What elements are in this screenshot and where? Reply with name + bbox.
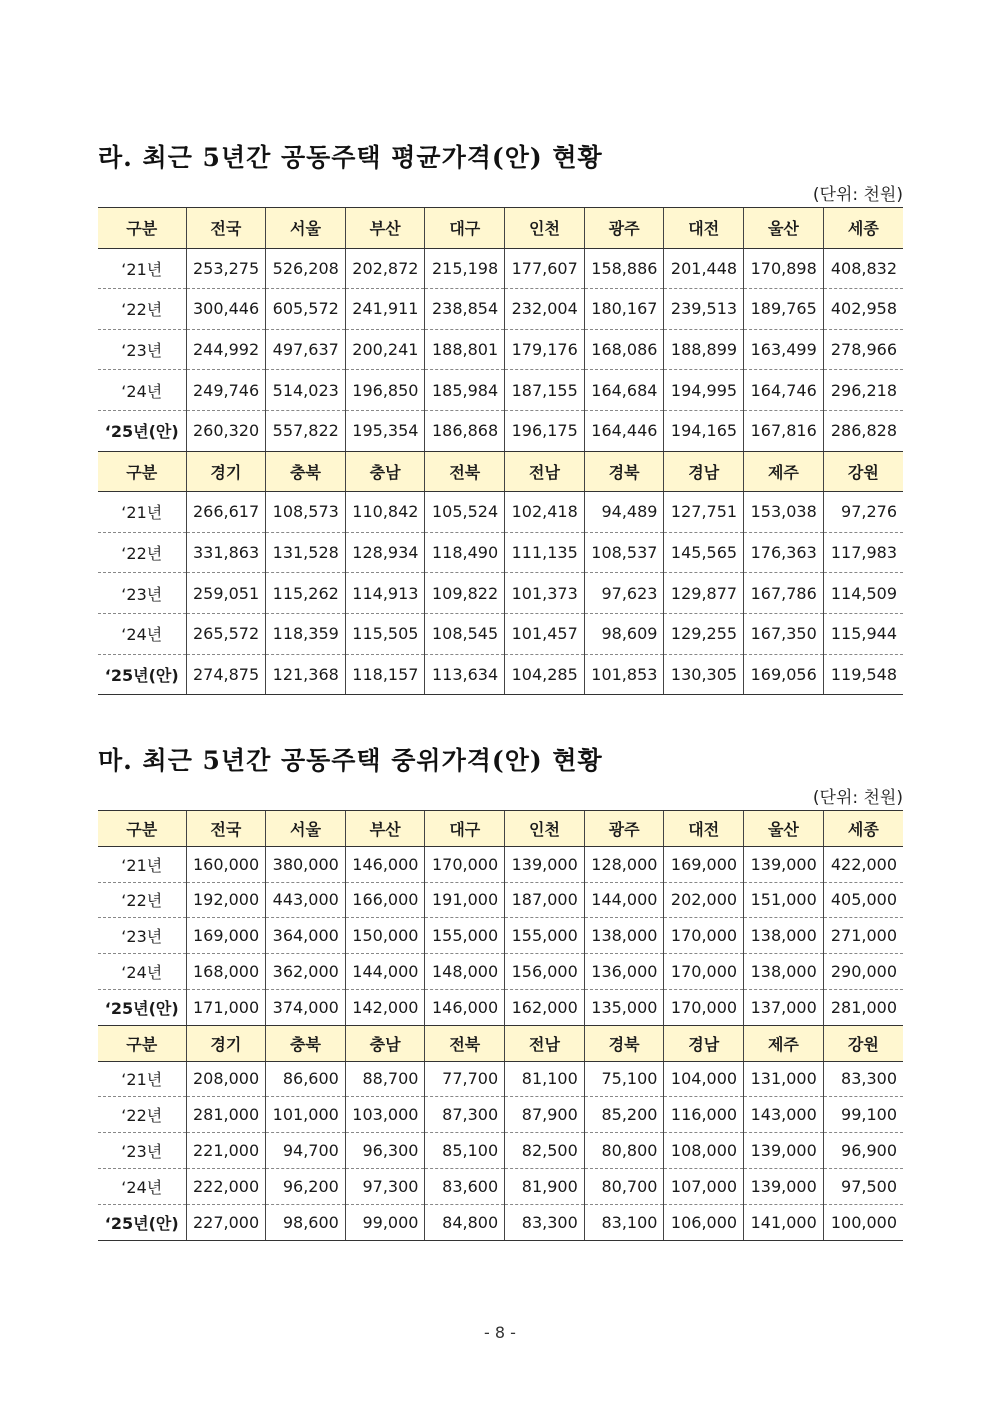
price-cell: 138,000 (584, 918, 664, 954)
year-cell: ‘22년 (98, 882, 186, 918)
header-cell-region: 경남 (664, 451, 744, 492)
header-cell-region: 경북 (584, 1025, 664, 1061)
price-cell: 186,868 (425, 410, 505, 451)
header-cell-category: 구분 (98, 208, 186, 249)
price-cell: 87,300 (425, 1097, 505, 1133)
price-cell: 121,368 (266, 654, 346, 695)
price-cell: 101,000 (266, 1097, 346, 1133)
price-cell: 94,700 (266, 1133, 346, 1169)
header-cell-region: 대전 (664, 811, 744, 847)
header-cell-region: 인천 (505, 811, 585, 847)
section-title-average: 라. 최근 5년간 공동주택 평균가격(안) 현황 (98, 143, 603, 172)
price-cell: 128,934 (345, 532, 425, 573)
price-cell: 144,000 (584, 882, 664, 918)
header-cell-region: 울산 (744, 208, 824, 249)
price-cell: 163,499 (744, 329, 824, 370)
year-cell: ‘24년 (98, 370, 186, 411)
price-cell: 104,285 (505, 654, 585, 695)
table-row (98, 654, 903, 695)
header-cell-region: 경남 (664, 1025, 744, 1061)
header-cell-region: 세종 (823, 811, 903, 847)
price-cell: 191,000 (425, 882, 505, 918)
price-cell: 286,828 (823, 410, 903, 451)
price-cell: 164,446 (584, 410, 664, 451)
price-cell: 200,241 (345, 329, 425, 370)
price-cell: 130,305 (664, 654, 744, 695)
table-header-row (98, 811, 903, 847)
price-cell: 160,000 (186, 846, 266, 882)
header-cell-region: 서울 (266, 811, 346, 847)
price-cell: 81,900 (505, 1168, 585, 1204)
price-cell: 135,000 (584, 989, 664, 1025)
price-cell: 118,359 (266, 613, 346, 654)
price-cell: 97,500 (823, 1168, 903, 1204)
price-cell: 99,000 (345, 1204, 425, 1240)
price-cell: 259,051 (186, 573, 266, 614)
header-cell-region: 인천 (505, 208, 585, 249)
price-cell: 374,000 (266, 989, 346, 1025)
price-cell: 141,000 (744, 1204, 824, 1240)
price-cell: 169,056 (744, 654, 824, 695)
price-cell: 232,004 (505, 289, 585, 330)
header-cell-region: 제주 (744, 1025, 824, 1061)
page-number: - 8 - (484, 1323, 516, 1342)
price-cell: 86,600 (266, 1061, 346, 1097)
header-cell-region: 전북 (425, 451, 505, 492)
table-row (98, 532, 903, 573)
price-cell: 108,000 (664, 1133, 744, 1169)
price-cell: 97,623 (584, 573, 664, 614)
price-cell: 179,176 (505, 329, 585, 370)
price-cell: 605,572 (266, 289, 346, 330)
price-cell: 274,875 (186, 654, 266, 695)
section-title-median: 마. 최근 5년간 공동주택 중위가격(안) 현황 (98, 746, 603, 775)
price-cell: 155,000 (505, 918, 585, 954)
header-cell-region: 경북 (584, 451, 664, 492)
price-cell: 188,899 (664, 329, 744, 370)
year-cell: ‘23년 (98, 573, 186, 614)
price-cell: 97,276 (823, 492, 903, 533)
price-cell: 176,363 (744, 532, 824, 573)
price-cell: 202,000 (664, 882, 744, 918)
price-cell: 300,446 (186, 289, 266, 330)
price-cell: 84,800 (425, 1204, 505, 1240)
price-cell: 221,000 (186, 1133, 266, 1169)
price-cell: 167,350 (744, 613, 824, 654)
price-cell: 80,800 (584, 1133, 664, 1169)
price-cell: 115,944 (823, 613, 903, 654)
price-cell: 168,000 (186, 954, 266, 990)
table-row (98, 1204, 903, 1240)
header-cell-region: 부산 (345, 811, 425, 847)
table-row (98, 989, 903, 1025)
header-cell-region: 광주 (584, 811, 664, 847)
year-cell: ‘25년(안) (98, 989, 186, 1025)
price-cell: 146,000 (425, 989, 505, 1025)
table-row (98, 846, 903, 882)
price-cell: 227,000 (186, 1204, 266, 1240)
header-cell-region: 충남 (345, 1025, 425, 1061)
price-cell: 156,000 (505, 954, 585, 990)
price-cell: 405,000 (823, 882, 903, 918)
table-row (98, 329, 903, 370)
header-cell-region: 전남 (505, 1025, 585, 1061)
price-cell: 422,000 (823, 846, 903, 882)
price-cell: 167,786 (744, 573, 824, 614)
table-header-row (98, 1025, 903, 1061)
price-cell: 109,822 (425, 573, 505, 614)
year-cell: ‘21년 (98, 846, 186, 882)
price-cell: 144,000 (345, 954, 425, 990)
price-cell: 187,000 (505, 882, 585, 918)
price-cell: 139,000 (744, 1168, 824, 1204)
year-cell: ‘23년 (98, 329, 186, 370)
unit-label-median: (단위: 천원) (812, 788, 903, 808)
price-cell: 113,634 (425, 654, 505, 695)
price-cell: 108,545 (425, 613, 505, 654)
price-cell: 158,886 (584, 248, 664, 289)
header-cell-region: 강원 (823, 451, 903, 492)
price-cell: 170,000 (425, 846, 505, 882)
price-cell: 139,000 (505, 846, 585, 882)
year-cell: ‘25년(안) (98, 410, 186, 451)
price-cell: 118,157 (345, 654, 425, 695)
price-cell: 402,958 (823, 289, 903, 330)
price-cell: 106,000 (664, 1204, 744, 1240)
header-cell-region: 전남 (505, 451, 585, 492)
price-cell: 128,000 (584, 846, 664, 882)
price-cell: 129,255 (664, 613, 744, 654)
price-cell: 196,175 (505, 410, 585, 451)
price-cell: 249,746 (186, 370, 266, 411)
price-cell: 83,100 (584, 1204, 664, 1240)
header-cell-region: 충북 (266, 451, 346, 492)
price-cell: 201,448 (664, 248, 744, 289)
price-cell: 101,853 (584, 654, 664, 695)
price-cell: 146,000 (345, 846, 425, 882)
price-cell: 88,700 (345, 1061, 425, 1097)
price-cell: 222,000 (186, 1168, 266, 1204)
price-cell: 215,198 (425, 248, 505, 289)
price-cell: 238,854 (425, 289, 505, 330)
year-cell: ‘22년 (98, 1097, 186, 1133)
price-cell: 99,100 (823, 1097, 903, 1133)
price-cell: 98,609 (584, 613, 664, 654)
price-cell: 131,528 (266, 532, 346, 573)
table-header-row (98, 208, 903, 249)
average-price-table (98, 207, 903, 695)
price-cell: 170,898 (744, 248, 824, 289)
price-cell: 168,086 (584, 329, 664, 370)
table-header-row (98, 451, 903, 492)
price-cell: 151,000 (744, 882, 824, 918)
price-cell: 169,000 (664, 846, 744, 882)
price-cell: 111,135 (505, 532, 585, 573)
header-cell-region: 대전 (664, 208, 744, 249)
price-cell: 103,000 (345, 1097, 425, 1133)
header-cell-region: 전국 (186, 208, 266, 249)
price-cell: 145,565 (664, 532, 744, 573)
price-cell: 137,000 (744, 989, 824, 1025)
price-cell: 138,000 (744, 918, 824, 954)
year-cell: ‘23년 (98, 918, 186, 954)
price-cell: 153,038 (744, 492, 824, 533)
price-cell: 102,418 (505, 492, 585, 533)
price-cell: 557,822 (266, 410, 346, 451)
price-cell: 188,801 (425, 329, 505, 370)
price-cell: 281,000 (186, 1097, 266, 1133)
header-cell-region: 강원 (823, 1025, 903, 1061)
price-cell: 170,000 (664, 989, 744, 1025)
year-cell: ‘21년 (98, 248, 186, 289)
price-cell: 171,000 (186, 989, 266, 1025)
table-row (98, 370, 903, 411)
price-cell: 107,000 (664, 1168, 744, 1204)
unit-label-average: (단위: 천원) (812, 185, 903, 205)
header-cell-region: 세종 (823, 208, 903, 249)
table-row (98, 289, 903, 330)
price-cell: 148,000 (425, 954, 505, 990)
price-cell: 101,373 (505, 573, 585, 614)
median-price-table (98, 810, 903, 1241)
price-cell: 185,984 (425, 370, 505, 411)
price-cell: 81,100 (505, 1061, 585, 1097)
price-cell: 497,637 (266, 329, 346, 370)
year-cell: ‘22년 (98, 532, 186, 573)
price-cell: 196,850 (345, 370, 425, 411)
price-cell: 170,000 (664, 954, 744, 990)
price-cell: 115,505 (345, 613, 425, 654)
price-cell: 80,700 (584, 1168, 664, 1204)
price-cell: 108,537 (584, 532, 664, 573)
price-cell: 83,300 (505, 1204, 585, 1240)
price-cell: 83,300 (823, 1061, 903, 1097)
price-cell: 169,000 (186, 918, 266, 954)
price-cell: 194,995 (664, 370, 744, 411)
price-cell: 75,100 (584, 1061, 664, 1097)
header-cell-region: 전국 (186, 811, 266, 847)
price-cell: 265,572 (186, 613, 266, 654)
price-cell: 189,765 (744, 289, 824, 330)
price-cell: 167,816 (744, 410, 824, 451)
year-cell: ‘24년 (98, 954, 186, 990)
price-cell: 100,000 (823, 1204, 903, 1240)
year-cell: ‘24년 (98, 613, 186, 654)
price-cell: 96,200 (266, 1168, 346, 1204)
price-cell: 87,900 (505, 1097, 585, 1133)
price-cell: 118,490 (425, 532, 505, 573)
price-cell: 101,457 (505, 613, 585, 654)
table-row (98, 1097, 903, 1133)
price-cell: 180,167 (584, 289, 664, 330)
price-cell: 98,600 (266, 1204, 346, 1240)
price-cell: 164,746 (744, 370, 824, 411)
price-cell: 127,751 (664, 492, 744, 533)
price-cell: 380,000 (266, 846, 346, 882)
year-cell: ‘24년 (98, 1168, 186, 1204)
price-cell: 362,000 (266, 954, 346, 990)
price-cell: 96,300 (345, 1133, 425, 1169)
price-cell: 143,000 (744, 1097, 824, 1133)
price-cell: 408,832 (823, 248, 903, 289)
price-cell: 278,966 (823, 329, 903, 370)
price-cell: 170,000 (664, 918, 744, 954)
header-cell-region: 경기 (186, 1025, 266, 1061)
year-cell: ‘25년(안) (98, 1204, 186, 1240)
header-cell-category: 구분 (98, 811, 186, 847)
price-cell: 117,983 (823, 532, 903, 573)
price-cell: 290,000 (823, 954, 903, 990)
table-row (98, 492, 903, 533)
price-cell: 155,000 (425, 918, 505, 954)
price-cell: 142,000 (345, 989, 425, 1025)
table-row (98, 954, 903, 990)
year-cell: ‘22년 (98, 289, 186, 330)
table-row (98, 882, 903, 918)
price-cell: 364,000 (266, 918, 346, 954)
price-cell: 139,000 (744, 846, 824, 882)
header-cell-region: 충북 (266, 1025, 346, 1061)
price-cell: 85,200 (584, 1097, 664, 1133)
table-row (98, 248, 903, 289)
price-cell: 97,300 (345, 1168, 425, 1204)
price-cell: 110,842 (345, 492, 425, 533)
table-row (98, 1133, 903, 1169)
price-cell: 131,000 (744, 1061, 824, 1097)
price-cell: 260,320 (186, 410, 266, 451)
price-cell: 296,218 (823, 370, 903, 411)
price-cell: 139,000 (744, 1133, 824, 1169)
header-cell-region: 전북 (425, 1025, 505, 1061)
price-cell: 115,262 (266, 573, 346, 614)
header-cell-category: 구분 (98, 451, 186, 492)
price-cell: 136,000 (584, 954, 664, 990)
price-cell: 129,877 (664, 573, 744, 614)
price-cell: 162,000 (505, 989, 585, 1025)
table-row (98, 918, 903, 954)
price-cell: 138,000 (744, 954, 824, 990)
table-row (98, 1168, 903, 1204)
price-cell: 104,000 (664, 1061, 744, 1097)
price-cell: 94,489 (584, 492, 664, 533)
table-row (98, 1061, 903, 1097)
header-cell-region: 광주 (584, 208, 664, 249)
table-row (98, 613, 903, 654)
year-cell: ‘21년 (98, 492, 186, 533)
price-cell: 266,617 (186, 492, 266, 533)
price-cell: 164,684 (584, 370, 664, 411)
table-row (98, 573, 903, 614)
price-cell: 195,354 (345, 410, 425, 451)
price-cell: 119,548 (823, 654, 903, 695)
year-cell: ‘21년 (98, 1061, 186, 1097)
price-cell: 177,607 (505, 248, 585, 289)
price-cell: 114,913 (345, 573, 425, 614)
price-cell: 244,992 (186, 329, 266, 370)
price-cell: 208,000 (186, 1061, 266, 1097)
price-cell: 202,872 (345, 248, 425, 289)
price-cell: 194,165 (664, 410, 744, 451)
price-cell: 83,600 (425, 1168, 505, 1204)
price-cell: 114,509 (823, 573, 903, 614)
price-cell: 239,513 (664, 289, 744, 330)
price-cell: 443,000 (266, 882, 346, 918)
header-cell-region: 대구 (425, 208, 505, 249)
price-cell: 82,500 (505, 1133, 585, 1169)
price-cell: 526,208 (266, 248, 346, 289)
price-cell: 116,000 (664, 1097, 744, 1133)
price-cell: 271,000 (823, 918, 903, 954)
year-cell: ‘23년 (98, 1133, 186, 1169)
table-row (98, 410, 903, 451)
price-cell: 514,023 (266, 370, 346, 411)
price-cell: 241,911 (345, 289, 425, 330)
price-cell: 187,155 (505, 370, 585, 411)
price-cell: 150,000 (345, 918, 425, 954)
price-cell: 281,000 (823, 989, 903, 1025)
year-cell: ‘25년(안) (98, 654, 186, 695)
price-cell: 85,100 (425, 1133, 505, 1169)
header-cell-region: 울산 (744, 811, 824, 847)
price-cell: 105,524 (425, 492, 505, 533)
header-cell-region: 제주 (744, 451, 824, 492)
header-cell-region: 서울 (266, 208, 346, 249)
header-cell-region: 대구 (425, 811, 505, 847)
price-cell: 77,700 (425, 1061, 505, 1097)
header-cell-region: 충남 (345, 451, 425, 492)
price-cell: 166,000 (345, 882, 425, 918)
header-cell-category: 구분 (98, 1025, 186, 1061)
price-cell: 192,000 (186, 882, 266, 918)
header-cell-region: 부산 (345, 208, 425, 249)
header-cell-region: 경기 (186, 451, 266, 492)
price-cell: 108,573 (266, 492, 346, 533)
price-cell: 253,275 (186, 248, 266, 289)
price-cell: 331,863 (186, 532, 266, 573)
price-cell: 96,900 (823, 1133, 903, 1169)
